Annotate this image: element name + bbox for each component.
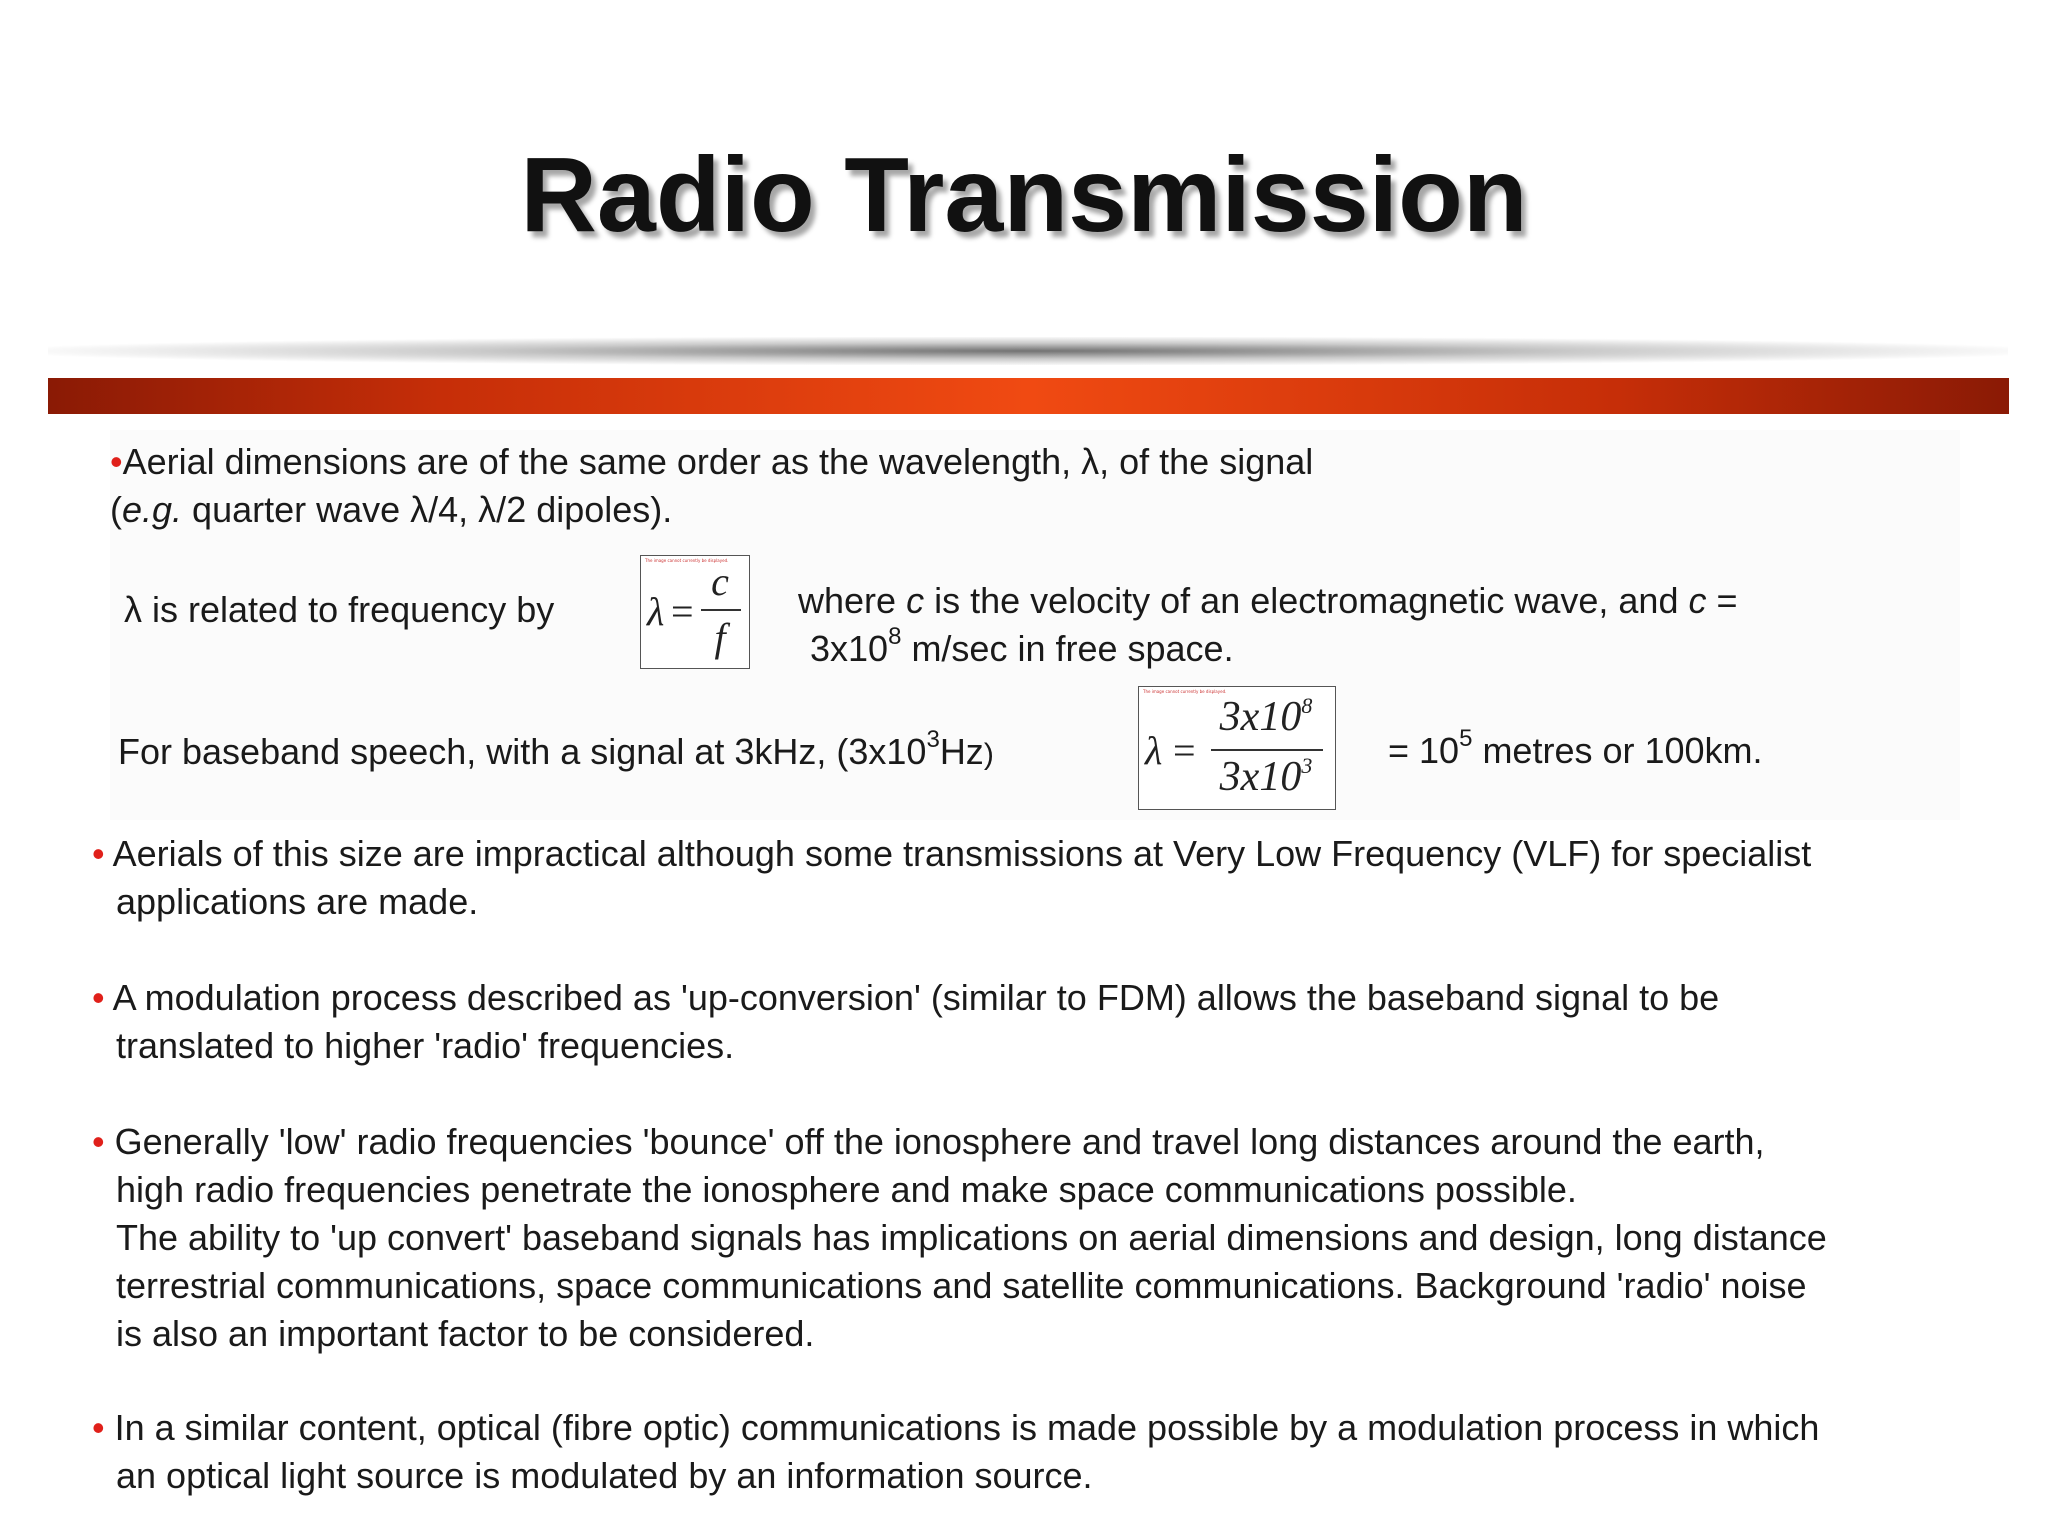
bullet-item-ionosphere-line-3: The ability to 'up convert' baseband signals has implications on aerial dimensions and design, long distance	[116, 1217, 1827, 1258]
bullet-item-vlf	[92, 830, 1811, 878]
formula-equals: =	[1173, 728, 1196, 773]
exponent: 5	[1459, 725, 1473, 752]
formula-lambda: λ	[647, 589, 665, 634]
formula-placeholder-note: The image cannot currently be displayed.	[645, 558, 729, 563]
bullet-item-vlf-line-2: applications are made.	[116, 881, 479, 922]
bullet-item-upconversion-line-2: translated to higher 'radio' frequencies.	[116, 1025, 735, 1066]
relation-desc-line-1	[798, 577, 1738, 625]
paren-open: (	[110, 489, 122, 530]
c-variable: c	[906, 580, 925, 621]
desc-text: where	[798, 580, 907, 621]
exponent: 3	[926, 726, 940, 753]
intro-line-2	[110, 486, 672, 534]
num-base: 3x10	[1219, 694, 1302, 740]
den-base: 3x10	[1219, 754, 1302, 800]
den-exp: 3	[1301, 753, 1313, 778]
title-red-divider	[48, 378, 2009, 414]
bullet-item-ionosphere	[92, 1118, 1765, 1166]
baseband-text	[118, 728, 994, 779]
intro-line-2-text: quarter wave λ/4, λ/2 dipoles).	[182, 489, 673, 530]
bullet-marker: •	[92, 977, 105, 1018]
formula-denominator	[1211, 753, 1321, 801]
formula-numerator	[1211, 693, 1321, 741]
bullet-item-upconversion	[92, 974, 1719, 1022]
title-shadow-divider	[48, 337, 2008, 365]
baseband-text-a: For baseband speech, with a signal at 3kHz, (3x10	[118, 731, 927, 772]
intro-text: Aerial dimensions are of the same order as the wavelength, λ, of the signal	[122, 441, 1314, 482]
desc-text: is the velocity of an electromagnetic wave, and	[924, 580, 1689, 621]
baseband-result	[1388, 727, 1763, 775]
bullet-item-ionosphere-line-4: terrestrial communications, space communications and satellite communications. Background 'radio' noise	[116, 1265, 1807, 1306]
bullet-line: Generally 'low' radio frequencies 'bounce' off the ionosphere and travel long distances around the earth,	[114, 1121, 1765, 1162]
relation-desc-line-2	[810, 625, 1234, 673]
desc-text: 3x10	[810, 628, 889, 669]
bullet-line: In a similar content, optical (fibre optic) communications is made possible by a modulation process in which	[114, 1407, 1820, 1448]
fraction-bar	[701, 609, 741, 611]
bullet-line: Aerials of this size are impractical although some transmissions at Very Low Frequency (VLF) for specialist	[112, 833, 1812, 874]
wavelength-formula	[640, 555, 750, 669]
bullet-marker: •	[92, 1407, 105, 1448]
bullet-line: A modulation process described as 'up-conversion' (similar to FDM) allows the baseband signal to be	[112, 977, 1720, 1018]
exponent: 8	[888, 623, 902, 650]
bullet-marker: •	[110, 441, 123, 482]
baseband-text-b: Hz	[939, 731, 984, 772]
result-a: = 10	[1388, 730, 1460, 771]
desc-text: m/sec in free space.	[901, 628, 1234, 669]
formula-placeholder-note: The image cannot currently be displayed.	[1143, 689, 1227, 694]
formula-lambda: λ	[1145, 728, 1163, 773]
bullet-marker: •	[92, 833, 105, 874]
bullet-marker: •	[92, 1121, 105, 1162]
num-exp: 8	[1301, 693, 1313, 718]
formula-equals: =	[671, 589, 694, 634]
bullet-item-optical-line-2: an optical light source is modulated by an information source.	[116, 1455, 1093, 1496]
eg-text: e.g.	[122, 489, 183, 530]
intro-line-1	[110, 438, 1313, 486]
formula-denominator: f	[714, 615, 726, 660]
slide-title: Radio Transmission	[520, 136, 1528, 254]
fraction-bar	[1211, 749, 1323, 751]
formula-numerator: c	[711, 559, 729, 604]
c-variable: c	[1688, 580, 1707, 621]
relation-label: λ is related to frequency by	[124, 589, 555, 630]
result-b: metres or 100km.	[1472, 730, 1763, 771]
baseband-wavelength-formula	[1138, 686, 1336, 810]
bullet-item-optical	[92, 1404, 1819, 1452]
paren-close: )	[983, 738, 994, 771]
bullet-item-ionosphere-line-5: is also an important factor to be considered.	[116, 1313, 815, 1354]
desc-text: =	[1706, 580, 1738, 621]
bullet-item-ionosphere-line-2: high radio frequencies penetrate the ionosphere and make space communications possible.	[116, 1169, 1577, 1210]
